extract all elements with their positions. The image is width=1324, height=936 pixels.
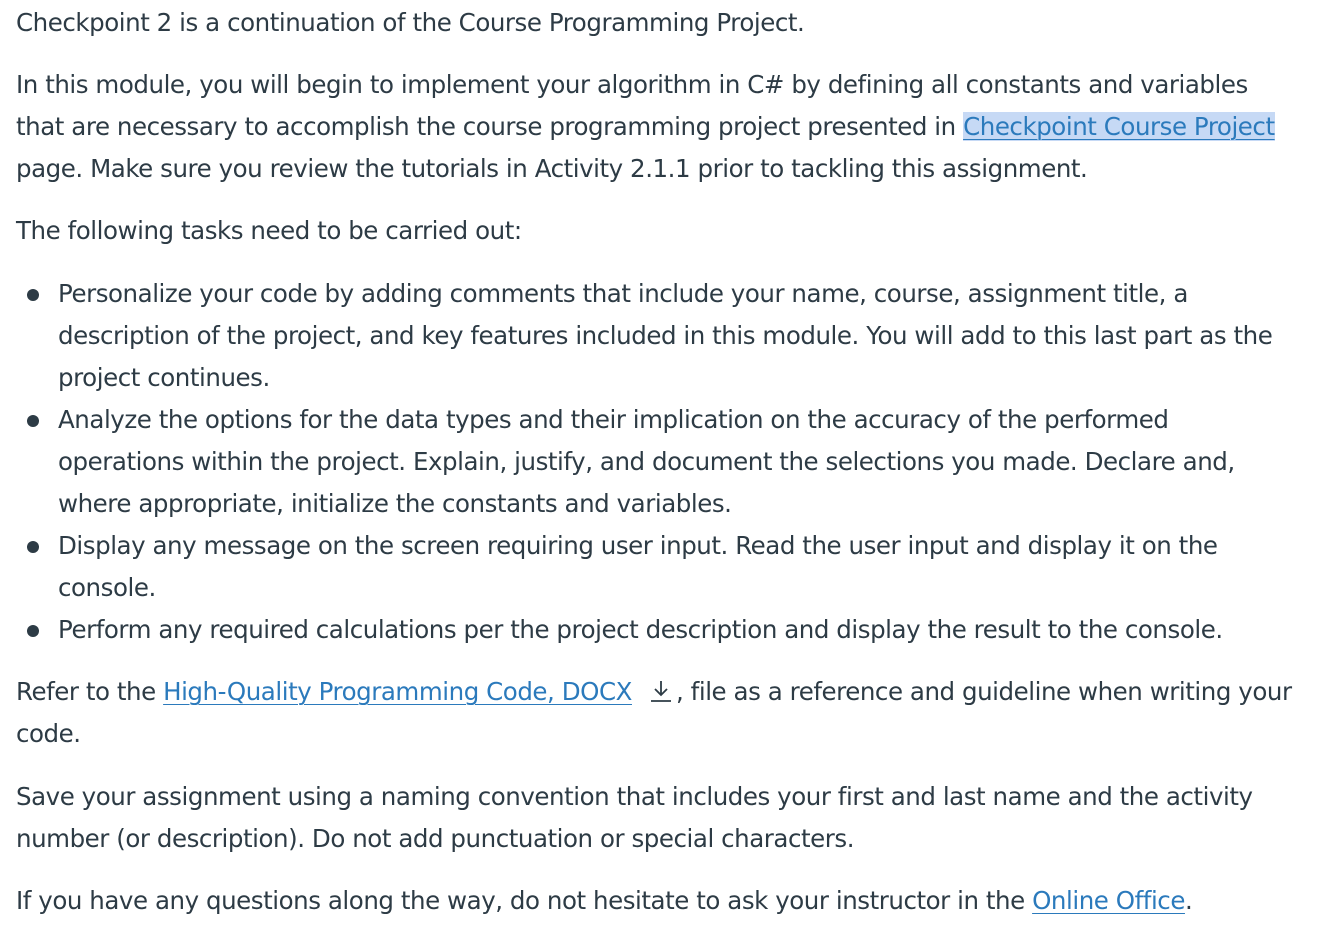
- task-text: Personalize your code by adding comments that include your name, course, assignment title, a description of the project, and key features included in this module. You will add to this last part as the project continues.: [58, 279, 1273, 392]
- task-item: [16, 609, 1300, 651]
- task-text: Display any message on the screen requiring user input. Read the user input and display it on the console.: [58, 531, 1218, 602]
- tasks-intro: The following tasks need to be carried out:: [16, 216, 522, 245]
- intro-paragraph: Checkpoint 2 is a continuation of the Course Programming Project.: [16, 8, 805, 37]
- save-paragraph: Save your assignment using a naming convention that includes your first and last name and the activity number (or description). Do not add punctuation or special characters.: [16, 782, 1253, 853]
- bullet-icon: [27, 541, 39, 553]
- task-text: Analyze the options for the data types and their implication on the accuracy of the performed operations within the project. Explain, justify, and document the selections you made. Declare and, where appropriate, initialize the constants and variables.: [58, 405, 1235, 518]
- bullet-icon: [27, 415, 39, 427]
- online-office-link[interactable]: Online Office: [1032, 886, 1185, 915]
- questions-text-before: If you have any questions along the way, do not hesitate to ask your instructor in the: [16, 886, 1033, 915]
- reference-paragraph: [16, 671, 1300, 755]
- download-icon[interactable]: [646, 675, 676, 701]
- task-item: [16, 525, 1300, 609]
- module-text-before: In this module, you will begin to implement your algorithm in C# by defining all constants and variables that are necessary to accomplish the course programming project presented in: [16, 70, 1248, 141]
- module-paragraph: [16, 64, 1300, 190]
- module-text-after: page. Make sure you review the tutorials in Activity 2.1.1 prior to tackling this assignment.: [16, 154, 1088, 183]
- questions-paragraph: [16, 880, 1300, 922]
- high-quality-code-docx-link[interactable]: High-Quality Programming Code, DOCX: [163, 677, 632, 706]
- reference-text-before: Refer to the: [16, 677, 164, 706]
- questions-text-after: .: [1184, 886, 1193, 915]
- task-list: [16, 273, 1300, 651]
- bullet-icon: [27, 289, 39, 301]
- reference-text-after: , file as a reference and guideline when writing your code.: [16, 677, 1292, 748]
- checkpoint-course-project-link[interactable]: Checkpoint Course Project: [963, 112, 1275, 141]
- task-item: [16, 399, 1300, 525]
- bullet-icon: [27, 625, 39, 637]
- task-text: Perform any required calculations per the project description and display the result to the console.: [58, 615, 1223, 644]
- task-item: [16, 273, 1300, 399]
